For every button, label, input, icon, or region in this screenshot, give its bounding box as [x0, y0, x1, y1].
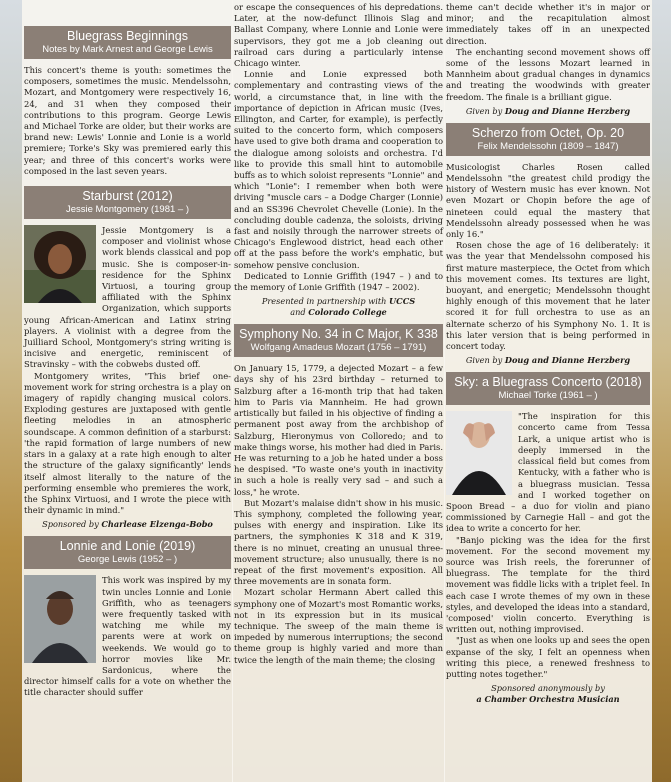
- section-header-lonnie-and-lonie: [24, 536, 231, 569]
- paragraph: "Banjo picking was the idea for the first movement. For the second movement my source was Irish reels, the forerunner of bluegrass. The template for the third movement was fiddle licks with a triplet feel. In each case I wrote themes of my own in these styles, and developed the ideas into a standard, 'composed' violin concerto. Everything is written out, nothing improvised.: [446, 534, 650, 635]
- section-subtitle: Michael Torke (1961 – ): [498, 390, 598, 402]
- sponsor-credit: [446, 683, 650, 705]
- paragraph: "Just as when one looks up and sees the open expanse of the sky, I felt an openness when writing this piece, a renewed freshness to putting notes together.": [446, 635, 650, 679]
- column-3: [444, 0, 652, 782]
- credit-name: Colorado College: [308, 307, 387, 318]
- credit-prefix: and: [290, 307, 309, 318]
- section-header-starburst: [24, 186, 231, 219]
- paragraph: This work was inspired by my twin uncles Lonnie and Lonie Griffith, who as teenagers were frequently tasked with watching me while my parents were at work on weekends. We would go to horror movies like Mr. Sardonicus, where the director himself calls for a vote on whether the title character should suffer: [24, 575, 231, 698]
- paragraph: theme can't decide whether it's in major or minor; and the recapitulation almost immediately takes off in an unexpected direction.: [446, 2, 650, 46]
- section-subtitle: Notes by Mark Arnest and George Lewis: [42, 44, 213, 55]
- section-title: Starburst (2012): [82, 189, 173, 204]
- jessie-montgomery-photo: [24, 225, 96, 303]
- paragraph: Mozart scholar Hermann Abert called this symphony one of Mozart's most Romantic works, not in its expression but in its musical technique. The sweep of the main theme is impeded by numerous interruptions; the second theme group is highly varied and more than twice the length of the main theme; the closing: [234, 587, 443, 665]
- section-header-sky: [446, 372, 650, 405]
- section-subtitle: George Lewis (1952 – ): [77, 554, 178, 566]
- column-1: [22, 0, 233, 782]
- credit-name: UCCS: [389, 296, 416, 307]
- credit-name: Charlease Elzenga-Bobo: [101, 519, 213, 530]
- paragraph: Jessie Montgomery is a composer and violinist whose work blends classical and pop music. She is composer-in-residence for the Sphinx Virtuosi, a touring group affiliated with the Sphinx Organization, which supports young African-American and Latinx string players. A violinist with a degree from the Juilliard School, Montgomery's string writing is incisive and energetic, reminiscent of Stravinsky – with the cobwebs dusted off.: [24, 225, 231, 370]
- paragraph: The enchanting second movement shows off some of the lessons Mozart learned in Mannheim about gradual changes in dynamics and treating the woodwinds with greater freedom. The finale is a brilliant gigue.: [446, 46, 650, 102]
- credit-prefix: Given by: [465, 105, 505, 116]
- sponsor-credit: [446, 106, 650, 117]
- section-subtitle: Felix Mendelssohn (1809 – 1847): [477, 140, 619, 152]
- section-subtitle: Wolfgang Amadeus Mozart (1756 – 1791): [250, 342, 427, 354]
- credit-name: a Chamber Orchestra Musician: [476, 694, 620, 705]
- paragraph: On January 15, 1779, a dejected Mozart – a few days shy of his 23rd birthday – returned to Salzburg after a 16-month trip that had taken him to Paris via Mannheim. He had grown artistically but failed in his objective of finding a permanent post away from the archbishop of Salzburg, Hieronymus von Colloredo; and to make things worse, his mother had died in Paris. He was returning to a job he hated under a boss he despised. "To waste one's youth in inactivity in such a hole is really very sad – and such a loss," he wrote.: [234, 363, 443, 497]
- paragraph: Rosen chose the age of 16 deliberately: it was the year that Mendelssohn composed his first mature masterpiece, the Octet from which this movement comes. Its textures are light, buoyant, and energetic; Mendelssohn thought highly enough of this movement that he later scored it for full orchestra to use as an alternate scherzo of his Symphony No. 1. It is this later version that is being performed in concert today.: [446, 240, 650, 352]
- section-subtitle: Jessie Montgomery (1981 – ): [65, 204, 190, 216]
- sponsor-credit: [24, 519, 231, 530]
- credit-prefix: Sponsored by: [42, 519, 102, 530]
- paragraph: or escape the consequences of his depredations. Later, at the now-defunct Illinois Slag and Ballast Company, where Lonnie and Lonie were supervisors, they got me a job cleaning out railroad cars during a particularly intense Chicago winter.: [234, 2, 443, 69]
- section-title: Lonnie and Lonie (2019): [59, 539, 196, 554]
- section-header-symphony-34: [234, 324, 443, 357]
- section-title: Symphony No. 34 in C Major, K 338: [239, 327, 438, 342]
- paragraph: Dedicated to Lonnie Griffith (1947 – ) and to the memory of Lonie Griffith (1947 – 2002).: [234, 270, 443, 293]
- credit-name: Doug and Dianne Herzberg: [504, 355, 631, 366]
- section-header-bluegrass-beginnings: [24, 26, 231, 59]
- section-title: Bluegrass Beginnings: [67, 29, 188, 43]
- partner-credit: [234, 296, 443, 318]
- paragraph: Musicologist Charles Rosen called Mendelssohn "the greatest child prodigy the history of Western music has ever known. Not even Mozart or Chopin before the age of nineteen could equal the mastery that Mendelssohn already possessed when he was only 16.": [446, 161, 650, 240]
- section-header-scherzo: [446, 123, 650, 156]
- credit-prefix: Given by: [465, 355, 505, 366]
- credit-prefix: Presented in partnership with: [261, 296, 390, 307]
- section-title: Scherzo from Octet, Op. 20: [471, 125, 625, 140]
- paragraph: Montgomery writes, "This brief one-movement work for string orchestra is a play on imagery of rapidly changing musical colors. Exploding gestures are juxtaposed with gentle fleeting melodies in an atmospheric soundscape. A common definition of a starburst: 'the rapid formation of large numbers of new stars in a galaxy at a rate high enough to alter the structure of the galaxy significantly' lends itself almost literally to the nature of the performing ensemble who premieres the work, the Sphinx Virtuosi, and I wrote the piece with their dynamic in mind.": [24, 370, 231, 516]
- column-2: [232, 0, 445, 782]
- paragraph: This concert's theme is youth: sometimes the composers, sometimes the music. Mendelssohn, Mozart, and Montgomery were respectively 16, 24, and 31 when they composed their contributions to this program. George Lewis and Michael Torke are older, but their works are brand new: Lewis' Lonnie and Lonie is a world premiere; Torke's Sky was premiered early this year; and three of this concert's works were composed in the last seven years.: [24, 65, 231, 176]
- sponsor-credit: [446, 355, 650, 366]
- credit-name: Doug and Dianne Herzberg: [504, 105, 631, 116]
- credit-prefix: Sponsored anonymously by: [491, 683, 605, 694]
- paragraph: Lonnie and Lonie expressed both complementary and contrasting views of the world, a circumstance that, in line with the importance of depiction in African music (Ives, Ellington, and Carter, for example), is perfectly suited to the concerto form, which composers have used to give both drama and cooperation to the dialogue among soloists and orchestra. I'd like to provide this small hint to automobile buffs as to which soloist represents "Lonnie" and which "Lonie": I remember when both were driving "muscle cars – a Dodge Charger (Lonnie) and an SS396 Chevrolet Chevelle (Lonie). In the concluding double cadenza, the soloists, driving fast and noisily through the narrower streets of Chicago's Englewood district, head each other off at the pass before the work's emphatic, but somehow pensive conclusion.: [234, 69, 443, 270]
- george-lewis-photo: [24, 575, 96, 663]
- michael-torke-photo: [446, 411, 512, 495]
- paragraph: But Mozart's malaise didn't show in his music. This symphony, completed the following year, pulses with energy and inspiration. Like its partners, the symphonies K 318 and K 319, there is no minuet, creating an unusual three-movement structure; also unusually, there is no repeat of the first movement's exposition. All three movements are in sonata form.: [234, 497, 443, 587]
- section-title: Sky: a Bluegrass Concerto (2018): [454, 375, 642, 390]
- paragraph: "The inspiration for this concerto came from Tessa Lark, a unique artist who is deeply immersed in the classical field but comes from Kentucky, with a father who is a bluegrass musician. Tessa and I worked together on Spoon Bread – a duo for violin and piano commissioned by Carnegie Hall – and got the idea to write a concerto for her.: [446, 411, 650, 534]
